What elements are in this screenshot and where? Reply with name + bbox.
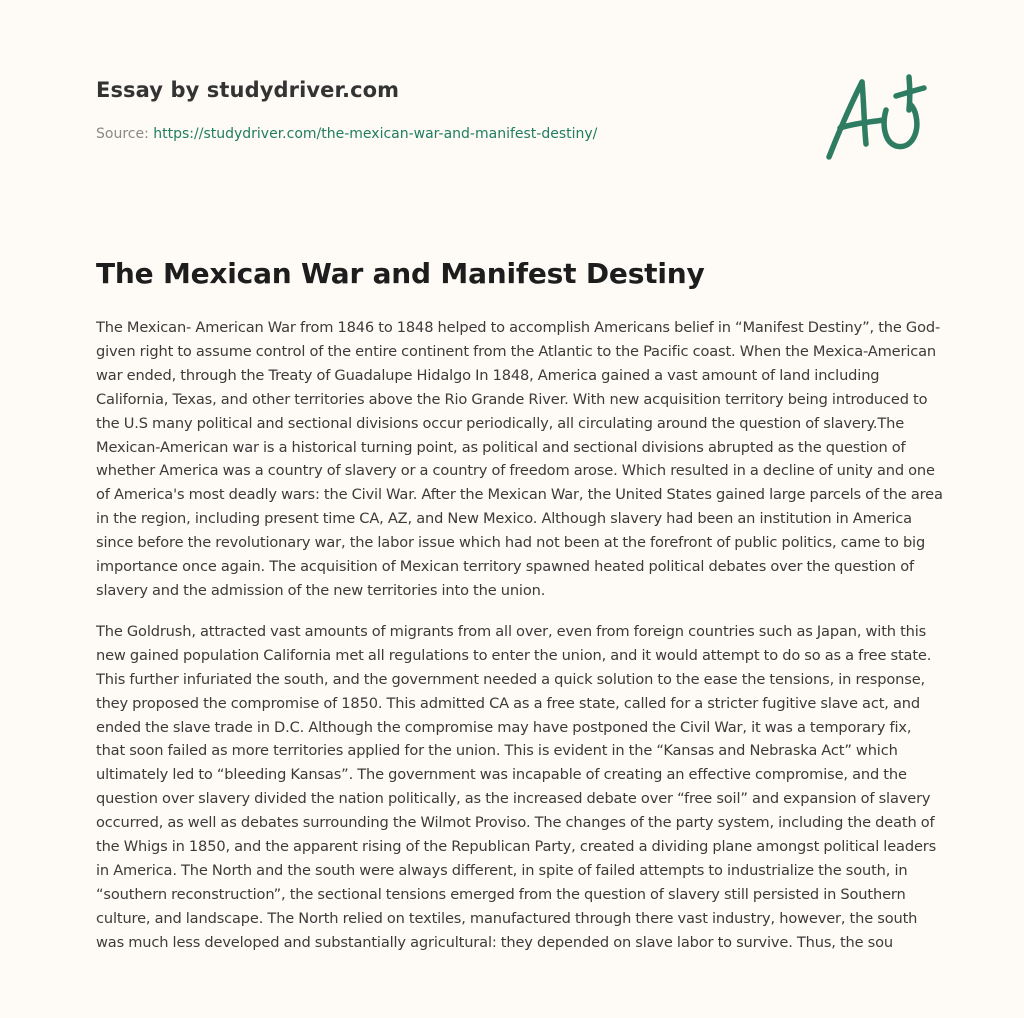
essay-paragraph: The Mexican- American War from 1846 to 1848 helped to accomplish Americans belief in “Manifest Destiny”, the God-given right to assume control of the entire continent from the Atlantic to the Pacific coast. When the Mexica-American war ended, through the Treaty of Guadalupe Hidalgo In 1848, America gained a vast amount of land including California, Texas, and other territories above the Rio Grande River. With new acquisition territory being introduced to the U.S many political and sectional divisions occur periodically, all circulating around the question of slavery.The Mexican-American war is a historical turning point, as political and sectional divisions abrupted as the question of whether America was a country of slavery or a country of freedom arose. Which resulted in a decline of unity and one of America's most deadly wars: the Civil War. After the Mexican War, the United States gained large parcels of the area in the region, including present time CA, AZ, and New Mexico. Although slavery had been an institution in America since before the revolutionary war, the labor issue which had not been at the forefront of public politics, came to big importance once again. The acquisition of Mexican territory spawned heated political debates over the question of slavery and the admission of the new territories into the union. <box>96 319 943 599</box>
essay-title: The Mexican War and Manifest Destiny <box>96 257 705 290</box>
page-header <box>96 76 796 142</box>
source-label: Source: <box>96 126 149 142</box>
essay-body <box>96 316 944 972</box>
source-line <box>96 125 597 143</box>
site-title: Essay by studydriver.com <box>96 78 400 102</box>
source-link[interactable]: https://studydriver.com/the-mexican-war-and-manifest-destiny/ <box>153 126 598 142</box>
essay-paragraph: The Goldrush, attracted vast amounts of migrants from all over, even from foreign countries such as Japan, with this new gained population California met all regulations to enter the union, and it would attempt to do so as a free state. This further infuriated the south, and the government needed a quick solution to the ease the tensions, in response, they proposed the compromise of 1850. This admitted CA as a free state, called for a stricter fugitive slave act, and ended the slave trade in D.C. Although the compromise may have postponed the Civil War, it was a temporary fix, that soon failed as more territories applied for the union. This is evident in the “Kansas and Nebraska Act” which ultimately led to “bleeding Kansas”. The government was incapable of creating an effective compromise, and the question over slavery divided the nation politically, as the increased debate over “free soil” and expansion of slavery occurred, as well as debates surrounding the Wilmot Proviso. The changes of the party system, including the death of the Whigs in 1850, and the apparent rising of the Republican Party, created a dividing plane amongst political leaders in America. The North and the south were always different, in spite of failed attempts to industrialize the south, in “southern reconstruction”, the sectional tensions emerged from the question of slavery still persisted in Southern culture, and landscape. The North relied on textiles, manufactured through there vast industry, however, the south was much less developed and substantially agricultural: they depended on slave labor to survive. Thus, the sou <box>96 622 937 951</box>
a-plus-grade-icon <box>820 64 930 168</box>
